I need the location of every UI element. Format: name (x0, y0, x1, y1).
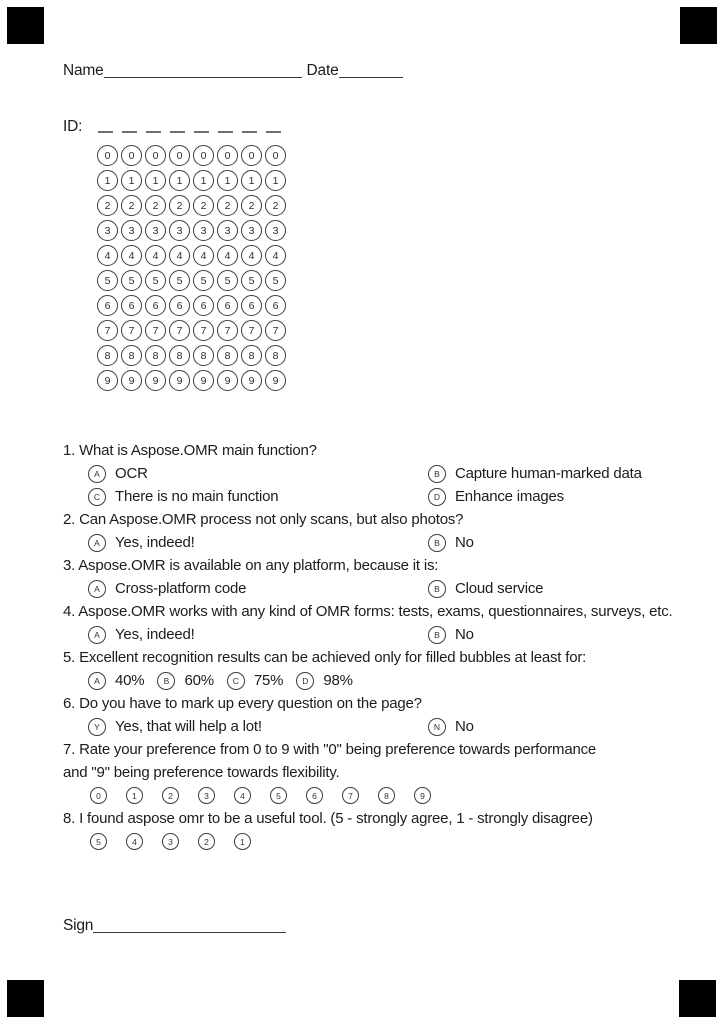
id-grid-row-5 (97, 270, 286, 291)
bubble-q7-6[interactable]: 6 (306, 787, 323, 804)
option-q5-A (88, 672, 144, 690)
id-bubble-col1-digit2[interactable]: 2 (97, 195, 118, 216)
option-row (63, 715, 703, 738)
id-bubble-col7-digit6[interactable]: 6 (241, 295, 262, 316)
name-date-row (63, 61, 403, 80)
option-label: Enhance images (455, 488, 564, 505)
id-bubble-col1-digit8[interactable]: 8 (97, 345, 118, 366)
option-q5-D (296, 672, 352, 690)
id-bubble-col6-digit6[interactable]: 6 (217, 295, 238, 316)
option-q1-A (88, 462, 148, 485)
id-bubble-col2-digit1[interactable]: 1 (121, 170, 142, 191)
bubble-q1-A[interactable]: A (88, 465, 106, 483)
id-digit-slot-4 (170, 121, 185, 133)
option-label: 98% (323, 672, 353, 689)
sign-input-line[interactable] (93, 932, 286, 933)
question-2-text: 2. Can Aspose.OMR process not only scans, but also photos? (63, 511, 464, 528)
bubble-q7-8[interactable]: 8 (378, 787, 395, 804)
id-grid-row-1 (97, 170, 286, 191)
option-q5-C (227, 672, 283, 690)
bubble-q3-B[interactable]: B (428, 580, 446, 598)
option-q5-B (157, 672, 213, 690)
option-label: No (455, 534, 474, 551)
id-bubble-col4-digit2[interactable]: 2 (169, 195, 190, 216)
option-label: 60% (184, 672, 214, 689)
question-4-text: 4. Aspose.OMR works with any kind of OMR forms: tests, exams, questionnaires, surveys, etc. (63, 603, 673, 620)
id-bubble-col7-digit7[interactable]: 7 (241, 320, 262, 341)
id-bubble-col3-digit9[interactable]: 9 (145, 370, 166, 391)
id-bubble-col3-digit8[interactable]: 8 (145, 345, 166, 366)
id-bubble-col3-digit6[interactable]: 6 (145, 295, 166, 316)
question-2 (63, 508, 703, 554)
id-bubble-col8-digit2[interactable]: 2 (265, 195, 286, 216)
id-dash-row (98, 121, 281, 133)
id-bubble-col6-digit3[interactable]: 3 (217, 220, 238, 241)
question-5 (63, 646, 703, 692)
questions (63, 439, 703, 853)
option-q2-B (428, 531, 474, 554)
bubble-q7-3[interactable]: 3 (198, 787, 215, 804)
id-bubble-col8-digit1[interactable]: 1 (265, 170, 286, 191)
bubble-q6-N[interactable]: N (428, 718, 446, 736)
id-bubble-col3-digit5[interactable]: 5 (145, 270, 166, 291)
question-6 (63, 692, 703, 738)
id-bubble-col8-digit8[interactable]: 8 (265, 345, 286, 366)
question-6-text: 6. Do you have to mark up every question on the page? (63, 695, 422, 712)
id-bubble-col1-digit9[interactable]: 9 (97, 370, 118, 391)
option-q1-D (428, 485, 564, 508)
option-row (63, 623, 703, 646)
id-bubble-col5-digit3[interactable]: 3 (193, 220, 214, 241)
id-digit-slot-2 (122, 121, 137, 133)
bubble-q7-9[interactable]: 9 (414, 787, 431, 804)
id-digit-slot-7 (242, 121, 257, 133)
id-bubble-col4-digit4[interactable]: 4 (169, 245, 190, 266)
id-bubble-col6-digit9[interactable]: 9 (217, 370, 238, 391)
bubble-q4-B[interactable]: B (428, 626, 446, 644)
bubble-q2-A[interactable]: A (88, 534, 106, 552)
option-label: Cloud service (455, 580, 544, 597)
id-grid-row-6 (97, 295, 286, 316)
id-bubble-col6-digit2[interactable]: 2 (217, 195, 238, 216)
id-bubble-col5-digit1[interactable]: 1 (193, 170, 214, 191)
option-label: OCR (115, 465, 148, 482)
id-bubble-col2-digit7[interactable]: 7 (121, 320, 142, 341)
option-label: Cross-platform code (115, 580, 247, 597)
id-bubble-col7-digit8[interactable]: 8 (241, 345, 262, 366)
name-input-line[interactable] (104, 77, 302, 78)
question-7 (63, 738, 703, 807)
id-bubble-col6-digit7[interactable]: 7 (217, 320, 238, 341)
id-bubble-col7-digit4[interactable]: 4 (241, 245, 262, 266)
id-grid-row-2 (97, 195, 286, 216)
id-grid-row-4 (97, 245, 286, 266)
id-bubble-col5-digit4[interactable]: 4 (193, 245, 214, 266)
id-bubble-col5-digit6[interactable]: 6 (193, 295, 214, 316)
id-grid-row-0 (97, 145, 286, 166)
option-row (63, 485, 703, 508)
id-bubble-col3-digit3[interactable]: 3 (145, 220, 166, 241)
id-bubble-col3-digit4[interactable]: 4 (145, 245, 166, 266)
id-bubble-col4-digit0[interactable]: 0 (169, 145, 190, 166)
bubble-q1-B[interactable]: B (428, 465, 446, 483)
bubble-q8-5[interactable]: 5 (90, 833, 107, 850)
id-bubble-col8-digit3[interactable]: 3 (265, 220, 286, 241)
option-row (63, 577, 703, 600)
id-bubble-col2-digit3[interactable]: 3 (121, 220, 142, 241)
bubble-q7-7[interactable]: 7 (342, 787, 359, 804)
id-bubble-col5-digit7[interactable]: 7 (193, 320, 214, 341)
registration-mark-top-right (680, 7, 717, 44)
option-row (63, 531, 703, 554)
option-label: No (455, 718, 474, 735)
id-bubble-col6-digit5[interactable]: 5 (217, 270, 238, 291)
id-bubble-col2-digit5[interactable]: 5 (121, 270, 142, 291)
option-label: Yes, that will help a lot! (115, 718, 262, 735)
id-grid-row-7 (97, 320, 286, 341)
id-bubble-col5-digit5[interactable]: 5 (193, 270, 214, 291)
id-bubble-col2-digit8[interactable]: 8 (121, 345, 142, 366)
id-bubble-col4-digit6[interactable]: 6 (169, 295, 190, 316)
option-q4-A (88, 623, 195, 646)
id-bubble-col1-digit4[interactable]: 4 (97, 245, 118, 266)
id-bubble-col4-digit3[interactable]: 3 (169, 220, 190, 241)
id-bubble-col1-digit0[interactable]: 0 (97, 145, 118, 166)
id-bubble-col5-digit9[interactable]: 9 (193, 370, 214, 391)
id-bubble-col1-digit1[interactable]: 1 (97, 170, 118, 191)
date-label: Date (306, 62, 339, 79)
id-digit-slot-8 (266, 121, 281, 133)
option-q1-C (88, 485, 278, 508)
id-bubble-col2-digit0[interactable]: 0 (121, 145, 142, 166)
question-7-text: 7. Rate your preference from 0 to 9 with "0" being preference towards performance (63, 741, 597, 758)
id-bubble-col6-digit0[interactable]: 0 (217, 145, 238, 166)
option-row (63, 669, 703, 692)
id-bubble-col1-digit5[interactable]: 5 (97, 270, 118, 291)
id-bubble-col3-digit1[interactable]: 1 (145, 170, 166, 191)
id-bubble-col5-digit2[interactable]: 2 (193, 195, 214, 216)
id-bubble-col7-digit3[interactable]: 3 (241, 220, 262, 241)
question-3-text: 3. Aspose.OMR is available on any platform, because it is: (63, 557, 439, 574)
option-q6-Y (88, 715, 262, 738)
option-q2-A (88, 531, 195, 554)
id-bubble-col6-digit4[interactable]: 4 (217, 245, 238, 266)
id-digit-slot-5 (194, 121, 209, 133)
registration-mark-bottom-right (679, 980, 716, 1017)
id-bubble-col7-digit1[interactable]: 1 (241, 170, 262, 191)
question-1-text: 1. What is Aspose.OMR main function? (63, 442, 317, 459)
bubble-q8-1[interactable]: 1 (234, 833, 251, 850)
bubble-q5-D[interactable]: D (296, 672, 314, 690)
id-bubble-col1-digit3[interactable]: 3 (97, 220, 118, 241)
bubble-q1-C[interactable]: C (88, 488, 106, 506)
id-bubble-col3-digit2[interactable]: 2 (145, 195, 166, 216)
question-8-text: 8. I found aspose omr to be a useful tool. (5 - strongly agree, 1 - strongly disagree) (63, 810, 593, 827)
id-bubble-col8-digit0[interactable]: 0 (265, 145, 286, 166)
bubble-q7-2[interactable]: 2 (162, 787, 179, 804)
bubble-q1-D[interactable]: D (428, 488, 446, 506)
bubble-q7-4[interactable]: 4 (234, 787, 251, 804)
question-4 (63, 600, 703, 646)
id-bubble-col1-digit6[interactable]: 6 (97, 295, 118, 316)
bubble-q3-A[interactable]: A (88, 580, 106, 598)
bubble-q8-2[interactable]: 2 (198, 833, 215, 850)
registration-mark-bottom-left (7, 980, 44, 1017)
option-label: There is no main function (115, 488, 279, 505)
id-bubble-grid (97, 145, 286, 391)
sign-label: Sign (63, 917, 94, 934)
question-1 (63, 439, 703, 508)
id-digit-slot-1 (98, 121, 113, 133)
bubble-q8-3[interactable]: 3 (162, 833, 179, 850)
id-bubble-col4-digit8[interactable]: 8 (169, 345, 190, 366)
bubble-q5-B[interactable]: B (157, 672, 175, 690)
id-digit-slot-3 (146, 121, 161, 133)
scale-row-q7 (63, 784, 703, 807)
question-7-text: and "9" being preference towards flexibility. (63, 764, 340, 781)
id-bubble-col4-digit9[interactable]: 9 (169, 370, 190, 391)
id-bubble-col7-digit9[interactable]: 9 (241, 370, 262, 391)
id-bubble-col4-digit5[interactable]: 5 (169, 270, 190, 291)
id-label: ID: (63, 118, 83, 135)
option-q3-A (88, 577, 246, 600)
id-bubble-col3-digit0[interactable]: 0 (145, 145, 166, 166)
id-grid-row-9 (97, 370, 286, 391)
question-5-text: 5. Excellent recognition results can be achieved only for filled bubbles at least for: (63, 649, 587, 666)
option-label: Capture human-marked data (455, 465, 642, 482)
option-label: Yes, indeed! (115, 626, 195, 643)
bubble-q4-A[interactable]: A (88, 626, 106, 644)
sign-row (63, 916, 286, 935)
bubble-q6-Y[interactable]: Y (88, 718, 106, 736)
id-grid-row-8 (97, 345, 286, 366)
bubble-q8-4[interactable]: 4 (126, 833, 143, 850)
bubble-q5-A[interactable]: A (88, 672, 106, 690)
registration-mark-top-left (7, 7, 44, 44)
option-label: No (455, 626, 474, 643)
id-grid-row-3 (97, 220, 286, 241)
id-bubble-col6-digit8[interactable]: 8 (217, 345, 238, 366)
option-q4-B (428, 623, 474, 646)
id-bubble-col2-digit4[interactable]: 4 (121, 245, 142, 266)
id-bubble-col8-digit6[interactable]: 6 (265, 295, 286, 316)
option-row (63, 462, 703, 485)
id-bubble-col8-digit7[interactable]: 7 (265, 320, 286, 341)
date-input-line[interactable] (339, 77, 403, 78)
bubble-q7-5[interactable]: 5 (270, 787, 287, 804)
id-bubble-col3-digit7[interactable]: 7 (145, 320, 166, 341)
option-label: 40% (115, 672, 145, 689)
id-bubble-col2-digit9[interactable]: 9 (121, 370, 142, 391)
id-bubble-col2-digit2[interactable]: 2 (121, 195, 142, 216)
bubble-q5-C[interactable]: C (227, 672, 245, 690)
option-q6-N (428, 715, 474, 738)
id-bubble-col1-digit7[interactable]: 7 (97, 320, 118, 341)
id-bubble-col7-digit2[interactable]: 2 (241, 195, 262, 216)
id-bubble-col8-digit5[interactable]: 5 (265, 270, 286, 291)
id-bubble-col2-digit6[interactable]: 6 (121, 295, 142, 316)
scale-row-q8 (63, 830, 703, 853)
id-bubble-col7-digit5[interactable]: 5 (241, 270, 262, 291)
option-label: 75% (253, 672, 284, 689)
bubble-q2-B[interactable]: B (428, 534, 446, 552)
id-digit-slot-6 (218, 121, 233, 133)
id-bubble-col7-digit0[interactable]: 0 (241, 145, 262, 166)
id-bubble-col5-digit8[interactable]: 8 (193, 345, 214, 366)
id-bubble-col8-digit9[interactable]: 9 (265, 370, 286, 391)
option-q3-B (428, 577, 543, 600)
name-label: Name (63, 62, 104, 79)
bubble-q7-0[interactable]: 0 (90, 787, 107, 804)
id-bubble-col8-digit4[interactable]: 4 (265, 245, 286, 266)
option-label: Yes, indeed! (115, 534, 195, 551)
question-3 (63, 554, 703, 600)
id-bubble-col4-digit7[interactable]: 7 (169, 320, 190, 341)
id-bubble-col5-digit0[interactable]: 0 (193, 145, 214, 166)
id-bubble-col4-digit1[interactable]: 1 (169, 170, 190, 191)
id-bubble-col6-digit1[interactable]: 1 (217, 170, 238, 191)
question-8 (63, 807, 703, 853)
bubble-q7-1[interactable]: 1 (126, 787, 143, 804)
option-q1-B (428, 462, 642, 485)
